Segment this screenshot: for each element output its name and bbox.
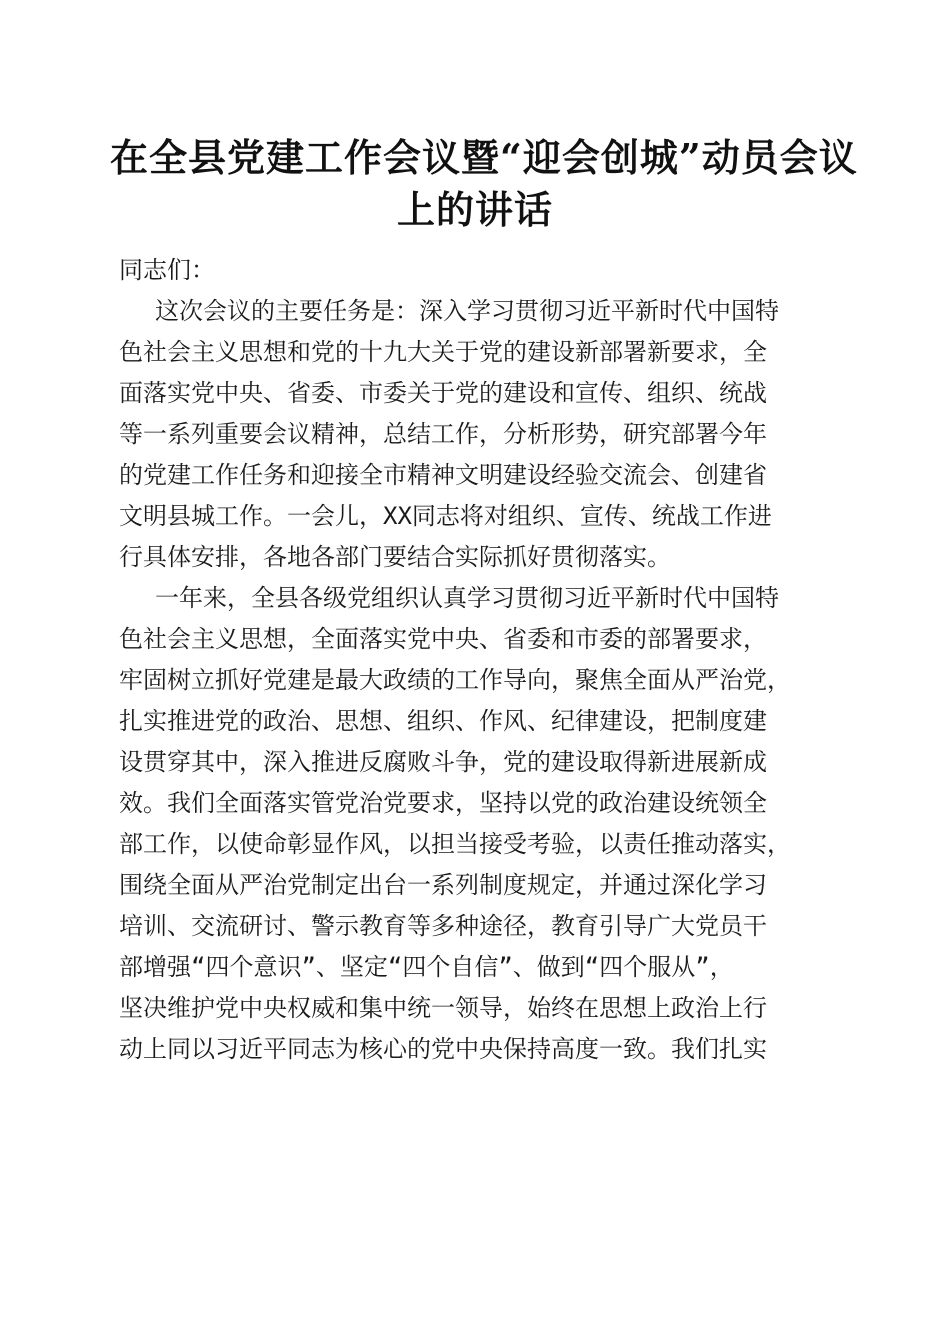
paragraph-line: 行具体安排，各地各部门要结合实际抓好贯彻落实。 <box>119 543 671 571</box>
paragraph-line: 部工作，以使命彰显作风，以担当接受考验，以责任推动落实， <box>119 830 791 858</box>
paragraph-line: 动上同以习近平同志为核心的党中央保持高度一致。我们扎实 <box>119 1035 767 1063</box>
paragraph-line: 这次会议的主要任务是：深入学习贯彻习近平新时代中国特 <box>155 297 779 325</box>
paragraph-line: 坚决维护党中央权威和集中统一领导，始终在思想上政治上行 <box>119 994 767 1022</box>
paragraph-line: 文明县城工作。一会儿，XX同志将对组织、宣传、统战工作进 <box>119 502 772 530</box>
paragraph-line: 效。我们全面落实管党治党要求，坚持以党的政治建设统领全 <box>119 789 767 817</box>
paragraph-line: 扎实推进党的政治、思想、组织、作风、纪律建设，把制度建 <box>119 707 767 735</box>
paragraph-line: 培训、交流研讨、警示教育等多种途径，教育引导广大党员干 <box>119 912 767 940</box>
paragraph-line: 部增强“四个意识”、坚定“四个自信”、做到“四个服从”， <box>119 953 734 981</box>
paragraph-1 <box>119 291 829 578</box>
paragraph-line: 色社会主义思想，全面落实党中央、省委和市委的部署要求， <box>119 625 767 653</box>
paragraph-2 <box>119 578 829 1070</box>
paragraph-line: 等一系列重要会议精神，总结工作，分析形势，研究部署今年 <box>119 420 767 448</box>
title-line-1: 在全县党建工作会议暨“迎会创城”动员会议 <box>110 135 858 180</box>
salutation: 同志们： <box>119 256 215 284</box>
paragraph-line: 围绕全面从严治党制定出台一系列制度规定，并通过深化学习 <box>119 871 767 899</box>
document-title <box>110 132 858 236</box>
paragraph-line: 一年来，全县各级党组织认真学习贯彻习近平新时代中国特 <box>155 584 779 612</box>
paragraph-line: 的党建工作任务和迎接全市精神文明建设经验交流会、创建省 <box>119 461 767 489</box>
paragraph-line: 设贯穿其中，深入推进反腐败斗争，党的建设取得新进展新成 <box>119 748 767 776</box>
paragraph-line: 牢固树立抓好党建是最大政绩的工作导向，聚焦全面从严治党， <box>119 666 791 694</box>
document-body <box>119 250 829 1070</box>
paragraph-line: 色社会主义思想和党的十九大关于党的建设新部署新要求，全 <box>119 338 767 366</box>
title-line-2: 上的讲话 <box>396 187 553 232</box>
paragraph-line: 面落实党中央、省委、市委关于党的建设和宣传、组织、统战 <box>119 379 767 407</box>
